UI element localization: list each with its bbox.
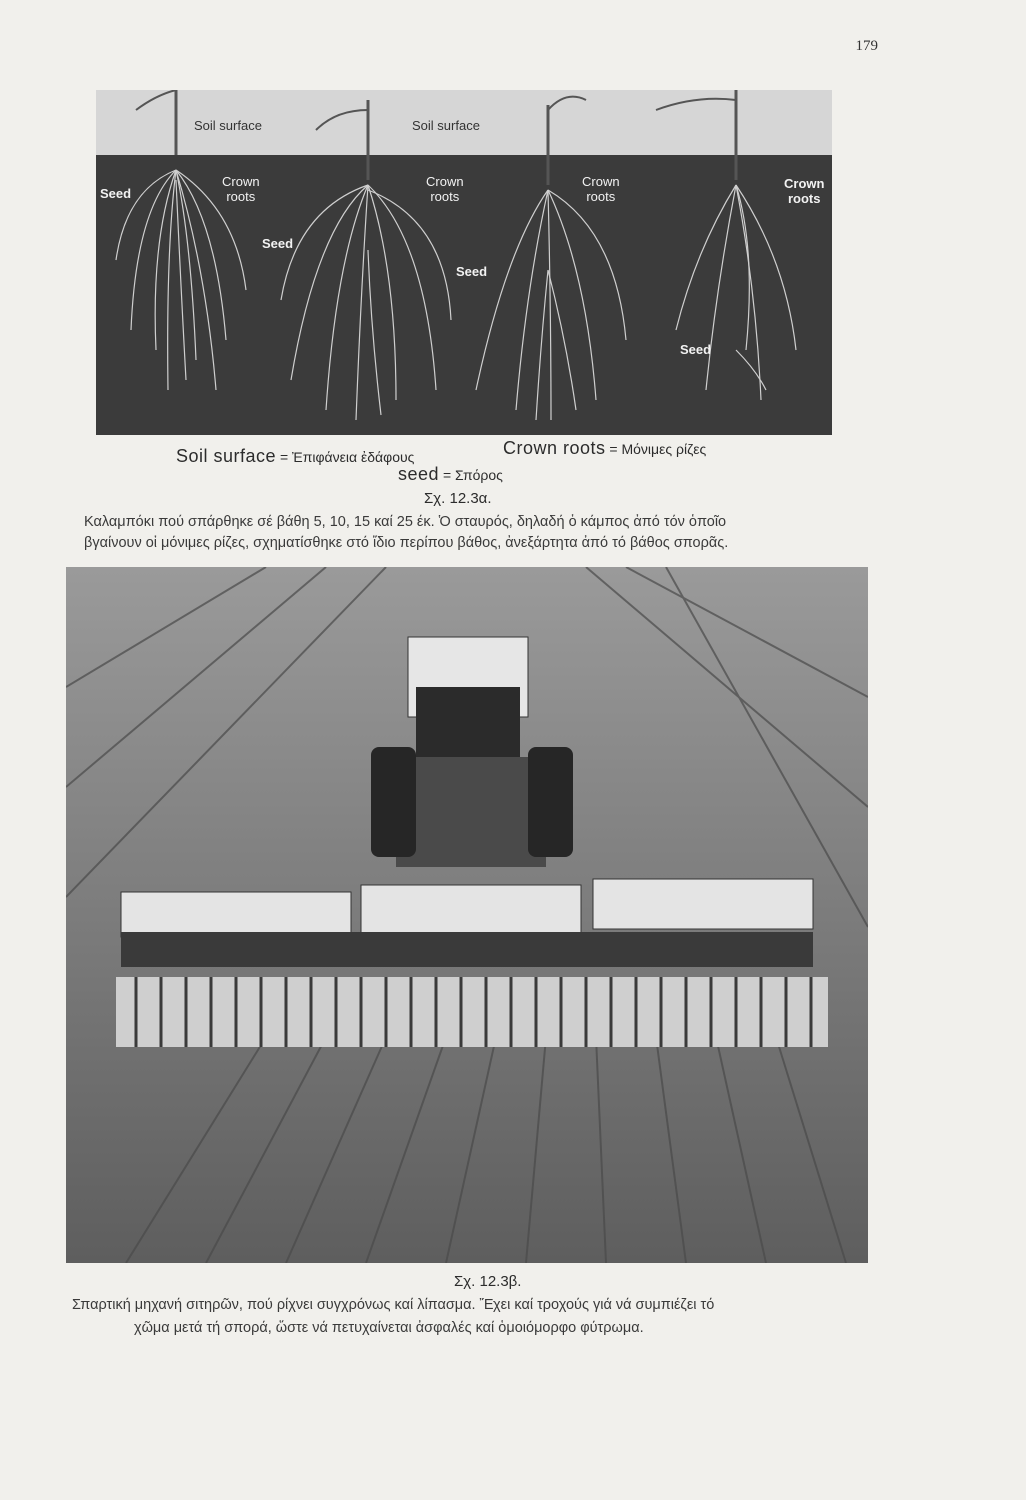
seed-drill-illustration [66,567,868,1263]
figure-a-caption-line-2: βγαίνουν οἱ μόνιμες ρίζες, σχηματίσθηκε στό ἴδιο περίπου βάθος, ἀνεξάρτητα ἀπό τό βάθος σπορᾶς. [84,535,729,551]
corn-roots-illustration [96,90,832,435]
figure-a-caption-id: Σχ. 12.3α. [424,490,492,507]
figure-corn-roots-photo [96,90,832,435]
legend-crown-roots-translation: = Μόνιμες ρίζες [609,441,707,457]
figure-a-caption-line-1: Καλαμπόκι πού σπάρθηκε σέ βάθη 5, 10, 15 καί 25 έκ. Ὁ σταυρός, δηλαδή ὁ κάμπος ἀπό τόν ὁποῖο [84,514,727,530]
legend-soil-surface-translation: = Ἐπιφάνεια ἐδάφους [279,449,415,465]
label-crown-roots-2: Crown roots [426,174,464,204]
legend-crown-roots [503,438,706,459]
label-crown-roots-4: Crown roots [784,176,825,206]
label-seed-3: Seed [456,264,488,279]
label-seed-2: Seed [262,236,294,251]
label-crown-roots-1: Crown roots [222,174,260,204]
label-crown-roots-3: Crown roots [582,174,620,204]
figure-b-caption-line-2: χῶμα μετά τή σπορά, ὥστε νά πετυχαίνεται ἀσφαλές καί ὁμοιόμορφο φύτρωμα. [134,1320,644,1336]
figure-b-caption-id: Σχ. 12.3β. [454,1273,522,1290]
legend-soil-surface-term: Soil surface [176,446,277,466]
legend-seed [398,464,503,485]
label-soil-surface-2: Soil surface [412,118,480,133]
figure-seed-drill-photo [66,567,868,1263]
label-seed-1: Seed [100,186,132,201]
page-number: 179 [855,38,878,54]
legend-seed-term: seed [398,464,440,484]
legend-seed-translation: = Σπόρος [442,467,503,483]
figure-b-caption-line-1: Σπαρτική μηχανή σιτηρῶν, πού ρίχνει συγχρόνως καί λίπασμα. Ἔχει καί τροχούς γιά νά συμπιέζει τό [72,1297,715,1313]
label-seed-4: Seed [680,342,712,357]
label-soil-surface-1: Soil surface [194,118,262,133]
legend-soil-surface [176,446,414,467]
legend-crown-roots-term: Crown roots [503,438,606,458]
